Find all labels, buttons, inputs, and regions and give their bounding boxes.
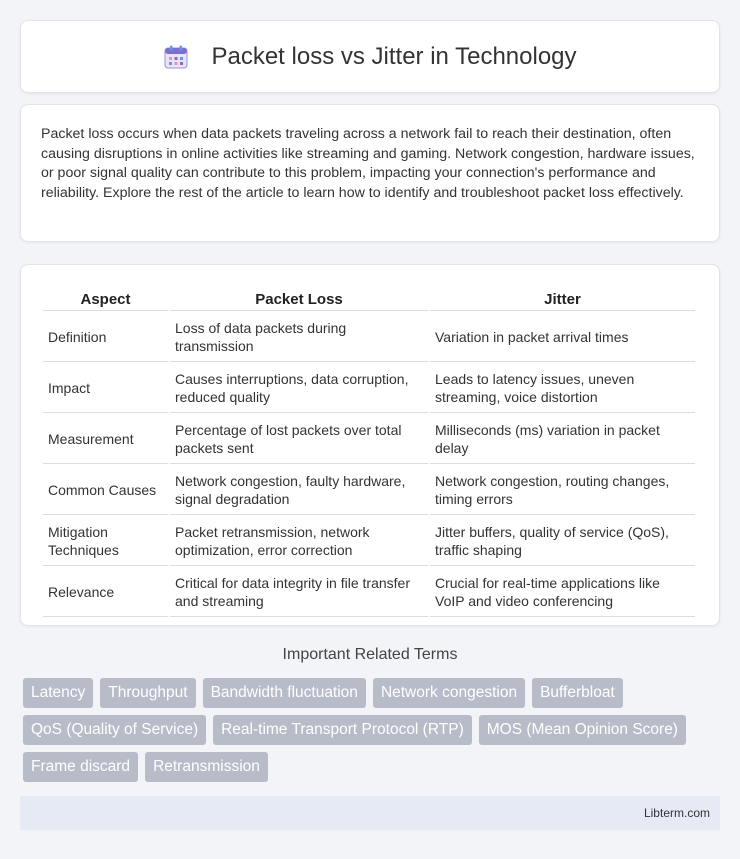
- cell-packet-loss: Network congestion, faulty hardware, signal degradation: [170, 466, 428, 515]
- cell-aspect: Definition: [43, 313, 168, 362]
- cell-jitter: Milliseconds (ms) variation in packet delay: [430, 415, 695, 464]
- term-tag[interactable]: QoS (Quality of Service): [23, 715, 206, 745]
- cell-packet-loss: Critical for data integrity in file transfer and streaming: [170, 568, 428, 617]
- comparison-card: [20, 264, 720, 626]
- cell-aspect: Relevance: [43, 568, 168, 617]
- table-row: [43, 364, 695, 413]
- related-terms-title: Important Related Terms: [282, 646, 458, 663]
- cell-jitter: Variation in packet arrival times: [430, 313, 695, 362]
- header-aspect: Aspect: [43, 289, 168, 311]
- term-tag[interactable]: Frame discard: [23, 752, 138, 782]
- comparison-table: [41, 287, 697, 619]
- term-tag[interactable]: Bufferbloat: [532, 678, 623, 708]
- page-title: Packet loss vs Jitter in Technology: [211, 42, 577, 70]
- cell-aspect: Common Causes: [43, 466, 168, 515]
- term-tag[interactable]: Retransmission: [145, 752, 268, 782]
- table-row: [43, 517, 695, 566]
- term-tag[interactable]: Real-time Transport Protocol (RTP): [213, 715, 472, 745]
- page-header: [20, 20, 720, 93]
- cell-jitter: Network congestion, routing changes, timing errors: [430, 466, 695, 515]
- intro-card: [20, 104, 720, 242]
- table-row: [43, 415, 695, 464]
- term-tag[interactable]: Network congestion: [373, 678, 525, 708]
- cell-jitter: Jitter buffers, quality of service (QoS), traffic shaping: [430, 517, 695, 566]
- table-row: [43, 568, 695, 617]
- page-footer: [20, 796, 720, 830]
- cell-packet-loss: Packet retransmission, network optimization, error correction: [170, 517, 428, 566]
- term-tag[interactable]: Latency: [23, 678, 93, 708]
- footer-brand[interactable]: Libterm.com: [643, 806, 710, 820]
- cell-packet-loss: Percentage of lost packets over total packets sent: [170, 415, 428, 464]
- table-row: [43, 313, 695, 362]
- term-tag[interactable]: Bandwidth fluctuation: [203, 678, 366, 708]
- cell-packet-loss: Causes interruptions, data corruption, reduced quality: [170, 364, 428, 413]
- cell-jitter: Leads to latency issues, uneven streaming, voice distortion: [430, 364, 695, 413]
- cell-jitter: Crucial for real-time applications like VoIP and video conferencing: [430, 568, 695, 617]
- cell-aspect: Mitigation Techniques: [43, 517, 168, 566]
- cell-aspect: Measurement: [43, 415, 168, 464]
- cell-packet-loss: Loss of data packets during transmission: [170, 313, 428, 362]
- cell-aspect: Impact: [43, 364, 168, 413]
- term-tag[interactable]: MOS (Mean Opinion Score): [479, 715, 686, 745]
- term-tag[interactable]: Throughput: [100, 678, 195, 708]
- related-terms-list: [20, 678, 720, 782]
- table-header-row: [43, 289, 695, 311]
- header-packet-loss: Packet Loss: [170, 289, 428, 311]
- table-row: [43, 466, 695, 515]
- calendar-icon: [163, 44, 189, 70]
- intro-text: Packet loss occurs when data packets traveling across a network fail to reach their destination, often causing disruptions in online activities like streaming and gaming. Network congestion, hardware issues, or poor signal quality can contribute to this problem, impacting your connection's performance and reliability. Explore the rest of the article to learn how to identify and troubleshoot packet loss effectively.: [41, 126, 695, 201]
- header-jitter: Jitter: [430, 289, 695, 311]
